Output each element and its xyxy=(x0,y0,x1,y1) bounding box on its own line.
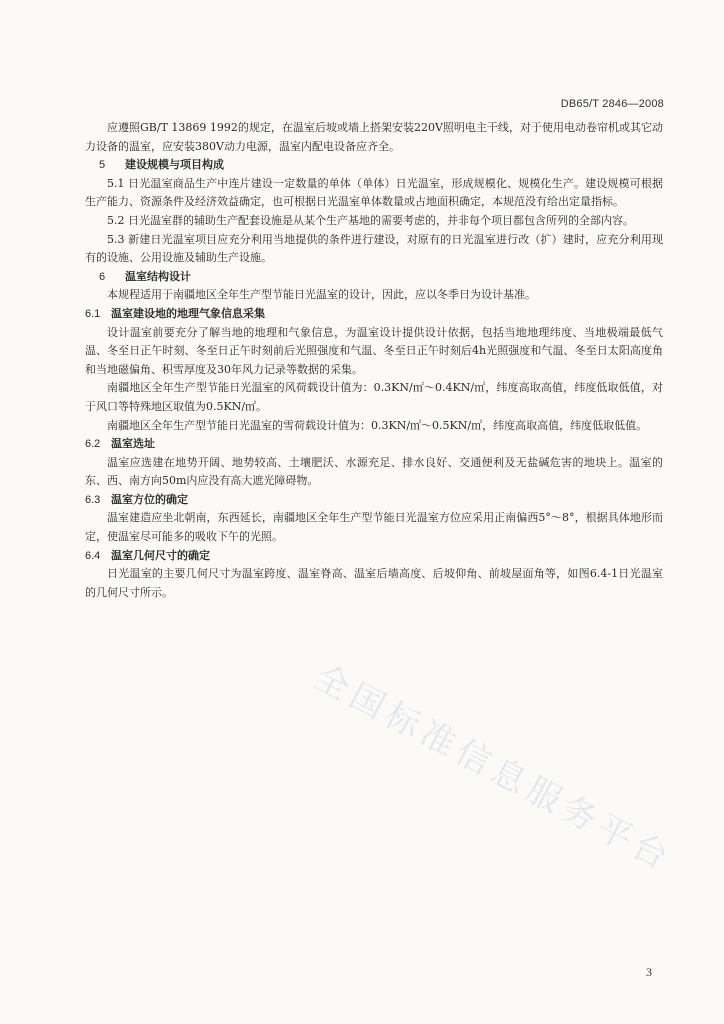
heading-number: 6.2 xyxy=(85,438,101,451)
section-heading xyxy=(85,156,663,175)
paragraph: 5.3 新建日光温室项目应充分利用当地提供的条件进行建设，对原有的日光温室进行改（扩）建时，应充分利用现有的设施、公用设施及辅助生产设施。 xyxy=(85,232,663,265)
heading-text: 温室方位的确定 xyxy=(111,492,188,506)
paragraph: 应遵照GB/T 13869 1992的规定，在温室后坡或墙上搭架安装220V照明电主干线，对于使用电动卷帘机或其它动力设备的温室，应安装380V动力电源，温室内配电设备应齐全。 xyxy=(85,121,663,153)
paragraph: 5.1 日光温室商品生产中连片建设一定数量的单体（单体）日光温室，形成规模化、规模化生产。建设规模可根据生产能力、资源条件及经济效益确定，也可根据日光温室单体数量或占地面积确定，本规范没有给出定量指标。 xyxy=(85,176,663,209)
paragraph: 南疆地区全年生产型节能日光温室的雪荷载设计值为：0.3KN/㎡～0.5KN/㎡，纬度高取高值，纬度低取低值。 xyxy=(107,418,648,432)
document-code: DB65/T 2846—2008 xyxy=(560,98,664,110)
document-body xyxy=(85,119,663,602)
paragraph: 温室建造应坐北朝南，东西延长，南疆地区全年生产型节能日光温室方位应采用正南偏西5°～8°，根据具体地形而定，使温室尽可能多的吸收下午的光照。 xyxy=(85,511,663,544)
page-number: 3 xyxy=(646,965,652,979)
heading-text: 温室选址 xyxy=(111,437,155,451)
heading-text: 温室建设地的地理气象信息采集 xyxy=(111,306,265,320)
paragraph: 日光温室的主要几何尺寸为温室跨度、温室脊高、温室后墙高度、后坡仰角、前坡屋面角等，如图6.4-1日光温室的几何尺寸所示。 xyxy=(85,567,663,599)
subsection-heading xyxy=(85,491,663,510)
heading-number: 6.3 xyxy=(85,493,101,506)
heading-number: 5 xyxy=(99,159,106,172)
heading-number: 6 xyxy=(99,270,106,283)
subsection-heading xyxy=(85,435,663,454)
section-heading xyxy=(85,268,663,287)
heading-text: 温室几何尺寸的确定 xyxy=(111,548,210,562)
watermark: 全国标准信息服务平台 xyxy=(307,657,680,881)
paragraph: 南疆地区全年生产型节能日光温室的风荷载设计值为：0.3KN/㎡～0.4KN/㎡，纬度高取高值，纬度低取低值，对于风口等特殊地区取值为0.5KN/㎡。 xyxy=(85,381,663,413)
heading-text: 建设规模与项目构成 xyxy=(125,158,224,172)
subsection-heading xyxy=(85,305,663,324)
paragraph: 本规程适用于南疆地区全年生产型节能日光温室的设计，因此，应以冬季日为设计基准。 xyxy=(107,288,536,302)
paragraph: 设计温室前要充分了解当地的地理和气象信息，为温室设计提供设计依据，包括当地地理纬度、当地极端最低气温、冬至日正午时刻、冬至日正午时刻前后光照强度和气温、冬至日正午时刻后4h光照强度和气温、冬至日太阳高度角和当地磁偏角、积雪厚度及30年风力记录等数据的采集。 xyxy=(85,325,663,376)
paragraph: 温室应选建在地势开阔、地势较高、土壤肥沃、水源充足、排水良好、交通便利及无盐碱危害的地块上。温室的东、西、南方向50m内应没有高大遮光障碍物。 xyxy=(85,455,663,488)
paragraph: 5.2 日光温室群的辅助生产配套设施是从某个生产基地的需要考虑的，并非每个项目都包含所列的全部内容。 xyxy=(107,213,634,227)
heading-number: 6.1 xyxy=(85,307,101,320)
subsection-heading xyxy=(85,547,663,566)
heading-text: 温室结构设计 xyxy=(125,269,191,283)
heading-number: 6.4 xyxy=(85,549,101,562)
